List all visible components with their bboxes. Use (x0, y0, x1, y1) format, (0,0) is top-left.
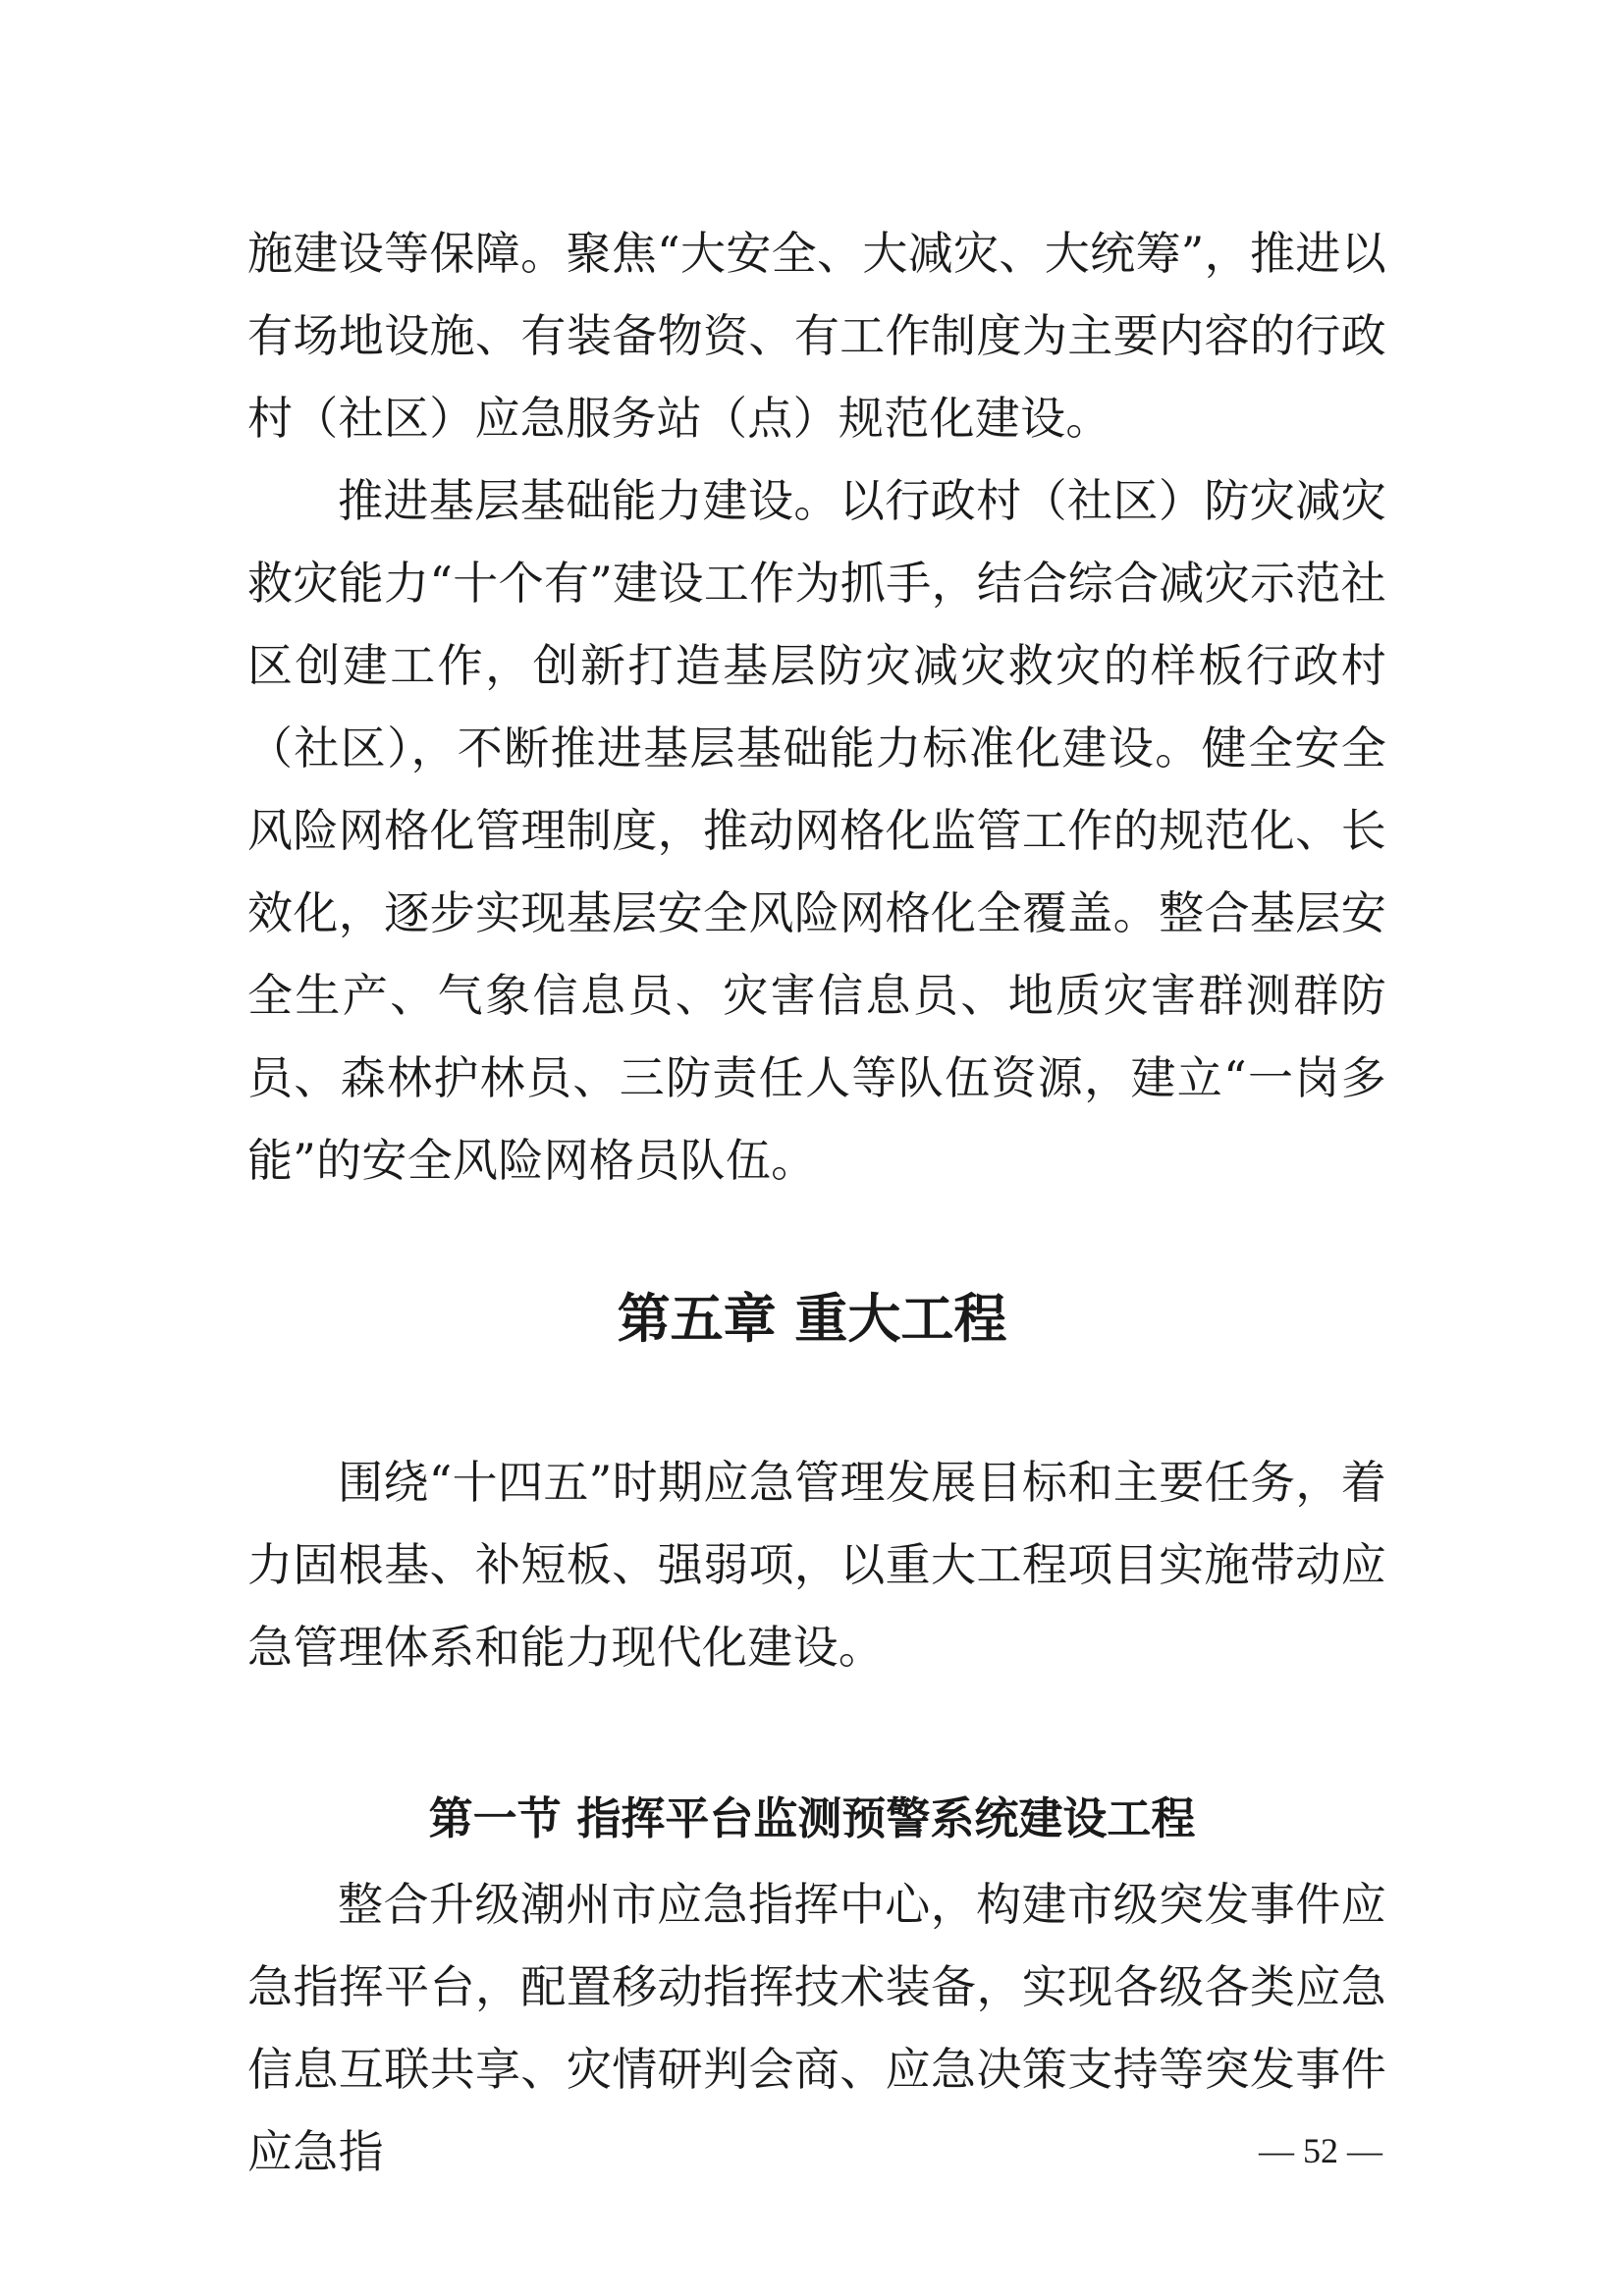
chapter-title: 第五章 重大工程 (617, 1288, 1007, 1350)
section-title: 第一节 指挥平台监测预警系统建设工程 (428, 1792, 1196, 1844)
paragraph-chapter-intro: 围绕“十四五”时期应急管理发展目标和主要任务，着力固根基、补短板、强弱项，以重大工程项目实施带动应急管理体系和能力现代化建设。 (247, 1456, 1386, 1674)
paragraph-grassroots-capacity: 推进基层基础能力建设。以行政村（社区）防灾减灾救灾能力“十个有”建设工作为抓手，结合综合减灾示范社区创建工作，创新打造基层防灾减灾救灾的样板行政村（社区），不断推进基层基础能力标准化建设。健全安全风险网格化管理制度，推动网格化监管工作的规范化、长效化，逐步实现基层安全风险网格化全覆盖。整合基层安全生产、气象信息员、灾害信息员、地质灾害群测群防员、森林护林员、三防责任人等队伍资源，建立“一岗多能”的安全风险网格员队伍。 (247, 474, 1386, 1187)
paragraph-command-platform: 整合升级潮州市应急指挥中心，构建市级突发事件应急指挥平台，配置移动指挥技术装备，实现各级各类应急信息互联共享、灾情研判会商、应急决策支持等突发事件应急指 (247, 1878, 1386, 2178)
page-number: — 52 — (1259, 2131, 1382, 2170)
paragraph-continuation: 施建设等保障。聚焦“大安全、大减灾、大统筹”，推进以有场地设施、有装备物资、有工作制度为主要内容的行政村（社区）应急服务站（点）规范化建设。 (247, 227, 1386, 445)
